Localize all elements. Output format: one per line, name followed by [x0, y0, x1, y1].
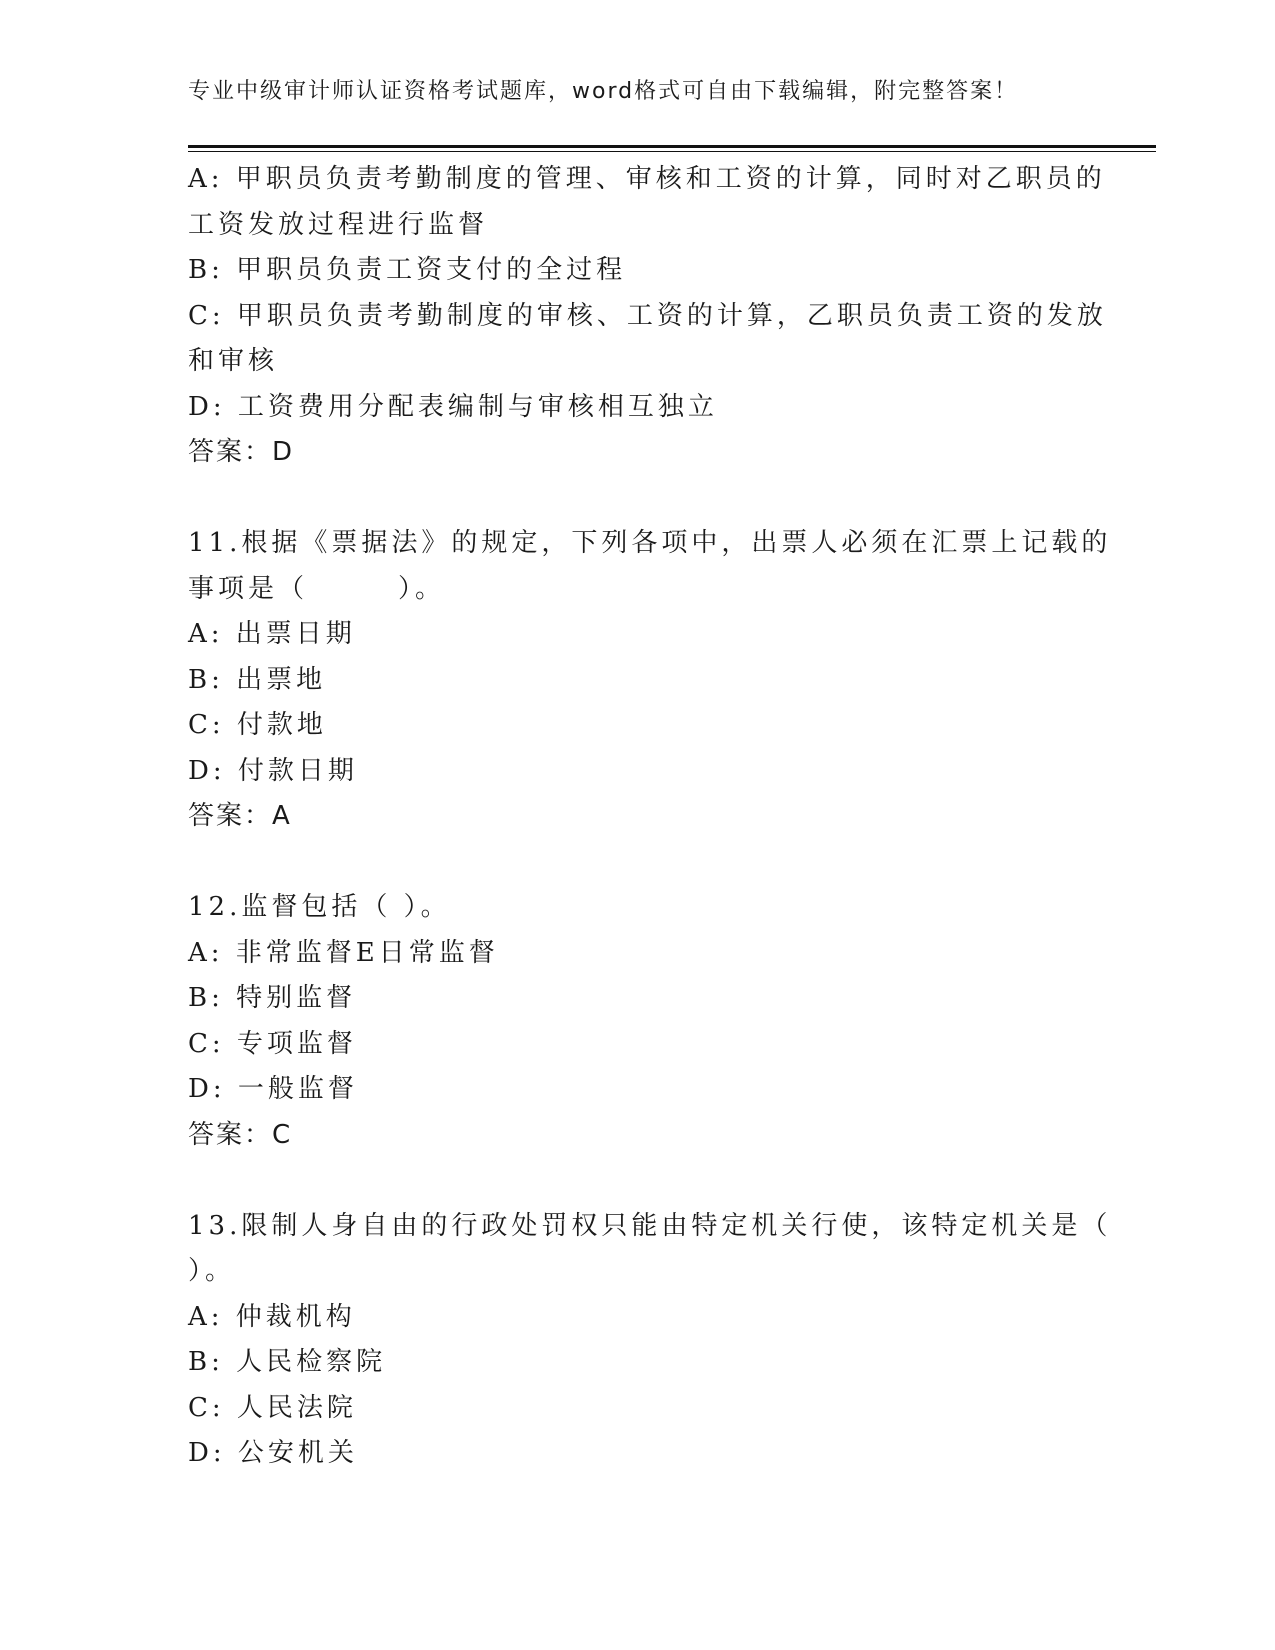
spacer	[188, 476, 1088, 522]
spacer	[188, 840, 1088, 886]
option-a-line-1: A: 甲职员负责考勤制度的管理、审核和工资的计算，同时对乙职员的	[188, 164, 1106, 194]
question-stem-line-1: 11.根据《票据法》的规定，下列各项中，出票人必须在汇票上记载的	[188, 528, 1112, 558]
spacer	[188, 1158, 1088, 1204]
answer: 答案：C	[188, 1119, 293, 1150]
question-11	[188, 521, 1112, 840]
document-body	[188, 157, 1112, 1477]
option-b: B: 特别监督	[188, 983, 357, 1013]
header-rule-thick	[188, 145, 1156, 148]
question-12	[188, 885, 1088, 1158]
option-a: A: 非常监督E日常监督	[188, 937, 499, 968]
option-b: B: 甲职员负责工资支付的全过程	[188, 255, 627, 285]
option-d: D: 公安机关	[188, 1438, 358, 1468]
option-a: A: 出票日期	[188, 619, 356, 649]
option-c: C: 付款地	[188, 710, 327, 740]
option-c: C: 专项监督	[188, 1028, 357, 1059]
question-stem-line-2: ）。	[188, 1256, 236, 1286]
option-d: D: 工资费用分配表编制与审核相互独立	[188, 391, 718, 422]
option-d: D: 付款日期	[188, 755, 358, 786]
question-10-continued	[188, 157, 1107, 476]
option-c: C: 人民法院	[188, 1392, 357, 1423]
page-header: 专业中级审计师认证资格考试题库，word格式可自由下载编辑，附完整答案！	[188, 79, 1019, 104]
header-rule-thin	[188, 151, 1156, 152]
option-b: B: 人民检察院	[188, 1347, 387, 1377]
answer: 答案：A	[188, 801, 292, 831]
option-d: D: 一般监督	[188, 1074, 358, 1104]
question-13	[188, 1204, 1112, 1477]
question-stem-line-2: 事项是（ ）。	[188, 573, 446, 604]
option-c-line-2: 和审核	[188, 346, 279, 376]
question-stem-line-1: 13.限制人身自由的行政处罚权只能由特定机关行使，该特定机关是（	[188, 1210, 1112, 1241]
option-c-line-1: C: 甲职员负责考勤制度的审核、工资的计算，乙职员负责工资的发放	[188, 300, 1107, 331]
question-stem: 12.监督包括（ ）。	[188, 892, 451, 922]
option-a-line-2: 工资发放过程进行监督	[188, 209, 489, 240]
answer: 答案：D	[188, 437, 295, 467]
option-b: B: 出票地	[188, 664, 327, 695]
option-a: A: 仲裁机构	[188, 1301, 356, 1332]
